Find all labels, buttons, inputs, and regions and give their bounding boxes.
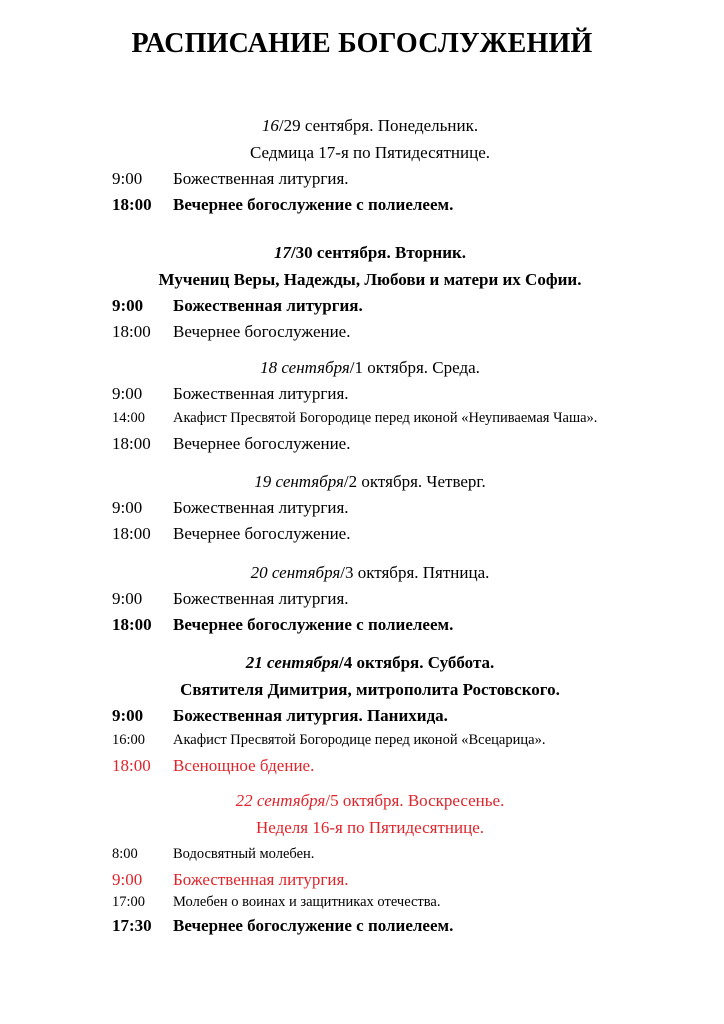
- service-time: 18:00: [112, 434, 151, 453]
- service-time: 18:00: [112, 322, 151, 341]
- heading-text: /1 октября. Среда.: [349, 358, 480, 377]
- day-heading-line: [0, 143, 724, 163]
- service-time: 17:00: [112, 894, 146, 910]
- service-time: 9:00: [112, 384, 143, 403]
- service-time: 18:00: [112, 756, 151, 775]
- service-time: 9:00: [112, 498, 143, 517]
- service-text: Акафист Пресвятой Богородице перед иконой «Неупиваемая Чаша».: [173, 410, 598, 426]
- service-time: 18:00: [112, 615, 152, 634]
- day-heading-line: [0, 472, 724, 492]
- page-title: РАСПИСАНИЕ БОГОСЛУЖЕНИЙ: [131, 28, 593, 59]
- service-text: Божественная литургия.: [173, 498, 349, 517]
- day-heading-line: [0, 653, 724, 673]
- service-time: 9:00: [112, 706, 144, 725]
- heading-date: 20 сентября: [250, 563, 341, 582]
- service-time: 14:00: [112, 410, 146, 426]
- heading-date: 21 сентября: [245, 653, 340, 672]
- heading-text: Мучениц Веры, Надежды, Любови и матери их Софии.: [158, 270, 582, 289]
- day-heading-line: [0, 791, 724, 811]
- heading-text: /3 октября. Пятница.: [340, 563, 490, 582]
- service-text: Божественная литургия. Панихида.: [173, 706, 448, 725]
- service-time: 18:00: [112, 195, 152, 214]
- heading-text: /5 октября. Воскресенье.: [325, 791, 505, 810]
- service-time: 16:00: [112, 732, 146, 748]
- service-text: Всенощное бдение.: [173, 756, 315, 775]
- service-text: Акафист Пресвятой Богородице перед иконой «Всецарица».: [173, 732, 546, 748]
- service-text: Вечернее богослужение с полиелеем.: [173, 916, 454, 935]
- day-heading-line: [0, 358, 724, 378]
- service-text: Божественная литургия.: [173, 296, 363, 315]
- service-text: Вечернее богослужение с полиелеем.: [173, 195, 454, 214]
- heading-date: 17: [273, 243, 291, 262]
- service-time: 8:00: [112, 846, 138, 862]
- heading-text: /29 сентября. Понедельник.: [278, 116, 479, 135]
- heading-date: 22 сентября: [235, 791, 326, 810]
- heading-text: /4 октября. Суббота.: [339, 653, 495, 672]
- heading-text: /2 октября. Четверг.: [343, 472, 486, 491]
- day-heading-line: [0, 563, 724, 583]
- day-heading-line: [0, 116, 724, 136]
- service-text: Божественная литургия.: [173, 169, 349, 188]
- service-text: Божественная литургия.: [173, 384, 349, 403]
- service-time: 17:30: [112, 916, 152, 935]
- day-heading-line: [0, 243, 724, 263]
- service-text: Молебен о воинах и защитниках отечества.: [173, 894, 441, 910]
- heading-date: 19 сентября: [254, 472, 344, 491]
- heading-text: Святителя Димитрия, митрополита Ростовского.: [180, 680, 560, 699]
- service-text: Вечернее богослужение.: [173, 434, 351, 453]
- service-time: 18:00: [112, 524, 151, 543]
- service-text: Водосвятный молебен.: [173, 846, 315, 862]
- service-text: Вечернее богослужение.: [173, 322, 351, 341]
- heading-date: 18 сентября: [260, 358, 350, 377]
- service-text: Вечернее богослужение с полиелеем.: [173, 615, 454, 634]
- service-time: 9:00: [112, 589, 143, 608]
- heading-text: Седмица 17-я по Пятидесятнице.: [250, 143, 490, 162]
- service-time: 9:00: [112, 169, 143, 188]
- heading-text: /30 сентября. Вторник.: [290, 243, 467, 262]
- service-text: Божественная литургия.: [173, 870, 349, 889]
- heading-text: Неделя 16-я по Пятидесятнице.: [255, 818, 485, 837]
- day-heading-line: [0, 270, 724, 290]
- service-time: 9:00: [112, 870, 143, 889]
- day-heading-line: [0, 818, 724, 838]
- service-text: Вечернее богослужение.: [173, 524, 351, 543]
- service-text: Божественная литургия.: [173, 589, 349, 608]
- heading-date: 16: [261, 116, 279, 135]
- service-time: 9:00: [112, 296, 144, 315]
- day-heading-line: [0, 680, 724, 700]
